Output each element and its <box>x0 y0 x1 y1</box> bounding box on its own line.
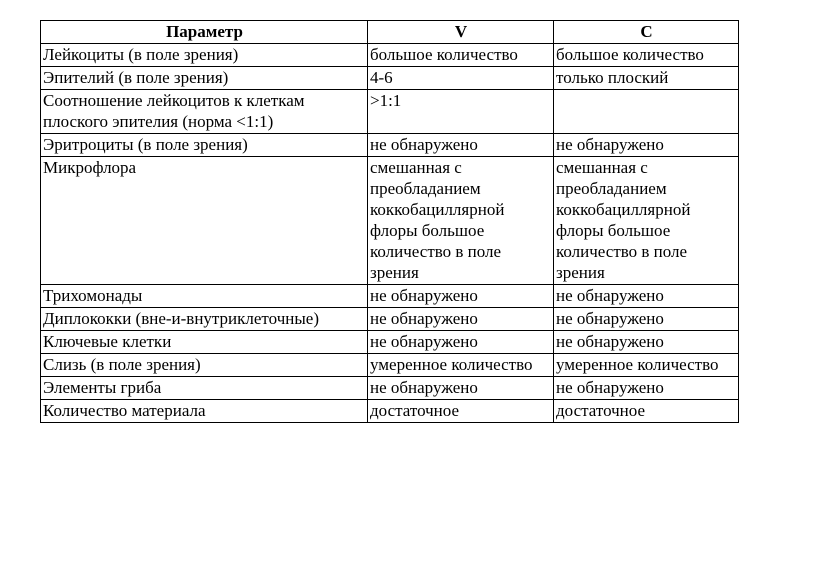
value-c-cell: достаточное <box>554 400 739 423</box>
table-header <box>41 21 739 44</box>
value-v-cell: большое количество <box>368 44 554 67</box>
value-v-cell: не обнаружено <box>368 377 554 400</box>
value-c-cell: не обнаружено <box>554 134 739 157</box>
parameter-cell: Микрофлора <box>41 157 368 285</box>
value-c-cell: не обнаружено <box>554 308 739 331</box>
table-row <box>41 354 739 377</box>
value-v-cell: >1:1 <box>368 90 554 134</box>
value-c-cell: большое количество <box>554 44 739 67</box>
table-row <box>41 400 739 423</box>
value-v-cell: умеренное количество <box>368 354 554 377</box>
header-v: V <box>368 21 554 44</box>
parameter-cell: Элементы гриба <box>41 377 368 400</box>
table-row <box>41 44 739 67</box>
table-row <box>41 90 739 134</box>
parameter-cell: Трихомонады <box>41 285 368 308</box>
table-row <box>41 308 739 331</box>
value-c-cell: не обнаружено <box>554 285 739 308</box>
table-row <box>41 285 739 308</box>
header-c: C <box>554 21 739 44</box>
parameter-cell: Соотношение лейкоцитов к клеткам плоского эпителия (норма <1:1) <box>41 90 368 134</box>
value-v-cell: 4-6 <box>368 67 554 90</box>
value-v-cell: не обнаружено <box>368 134 554 157</box>
header-row <box>41 21 739 44</box>
value-c-cell <box>554 90 739 134</box>
value-c-cell: не обнаружено <box>554 377 739 400</box>
value-v-cell: смешанная с преобладанием коккобациллярной флоры большое количество в поле зрения <box>368 157 554 285</box>
parameter-cell: Ключевые клетки <box>41 331 368 354</box>
parameter-cell: Лейкоциты (в поле зрения) <box>41 44 368 67</box>
results-table <box>40 20 739 423</box>
value-v-cell: не обнаружено <box>368 285 554 308</box>
table-row <box>41 331 739 354</box>
value-c-cell: умеренное количество <box>554 354 739 377</box>
table-row <box>41 157 739 285</box>
value-v-cell: не обнаружено <box>368 308 554 331</box>
value-v-cell: не обнаружено <box>368 331 554 354</box>
parameter-cell: Слизь (в поле зрения) <box>41 354 368 377</box>
value-c-cell: не обнаружено <box>554 331 739 354</box>
header-parameter: Параметр <box>41 21 368 44</box>
table-row <box>41 377 739 400</box>
value-c-cell: смешанная с преобладанием коккобациллярной флоры большое количество в поле зрения <box>554 157 739 285</box>
value-v-cell: достаточное <box>368 400 554 423</box>
parameter-cell: Эпителий (в поле зрения) <box>41 67 368 90</box>
parameter-cell: Количество материала <box>41 400 368 423</box>
parameter-cell: Диплококки (вне-и-внутриклеточные) <box>41 308 368 331</box>
value-c-cell: только плоский <box>554 67 739 90</box>
table-row <box>41 67 739 90</box>
table-body <box>41 44 739 423</box>
table-row <box>41 134 739 157</box>
parameter-cell: Эритроциты (в поле зрения) <box>41 134 368 157</box>
